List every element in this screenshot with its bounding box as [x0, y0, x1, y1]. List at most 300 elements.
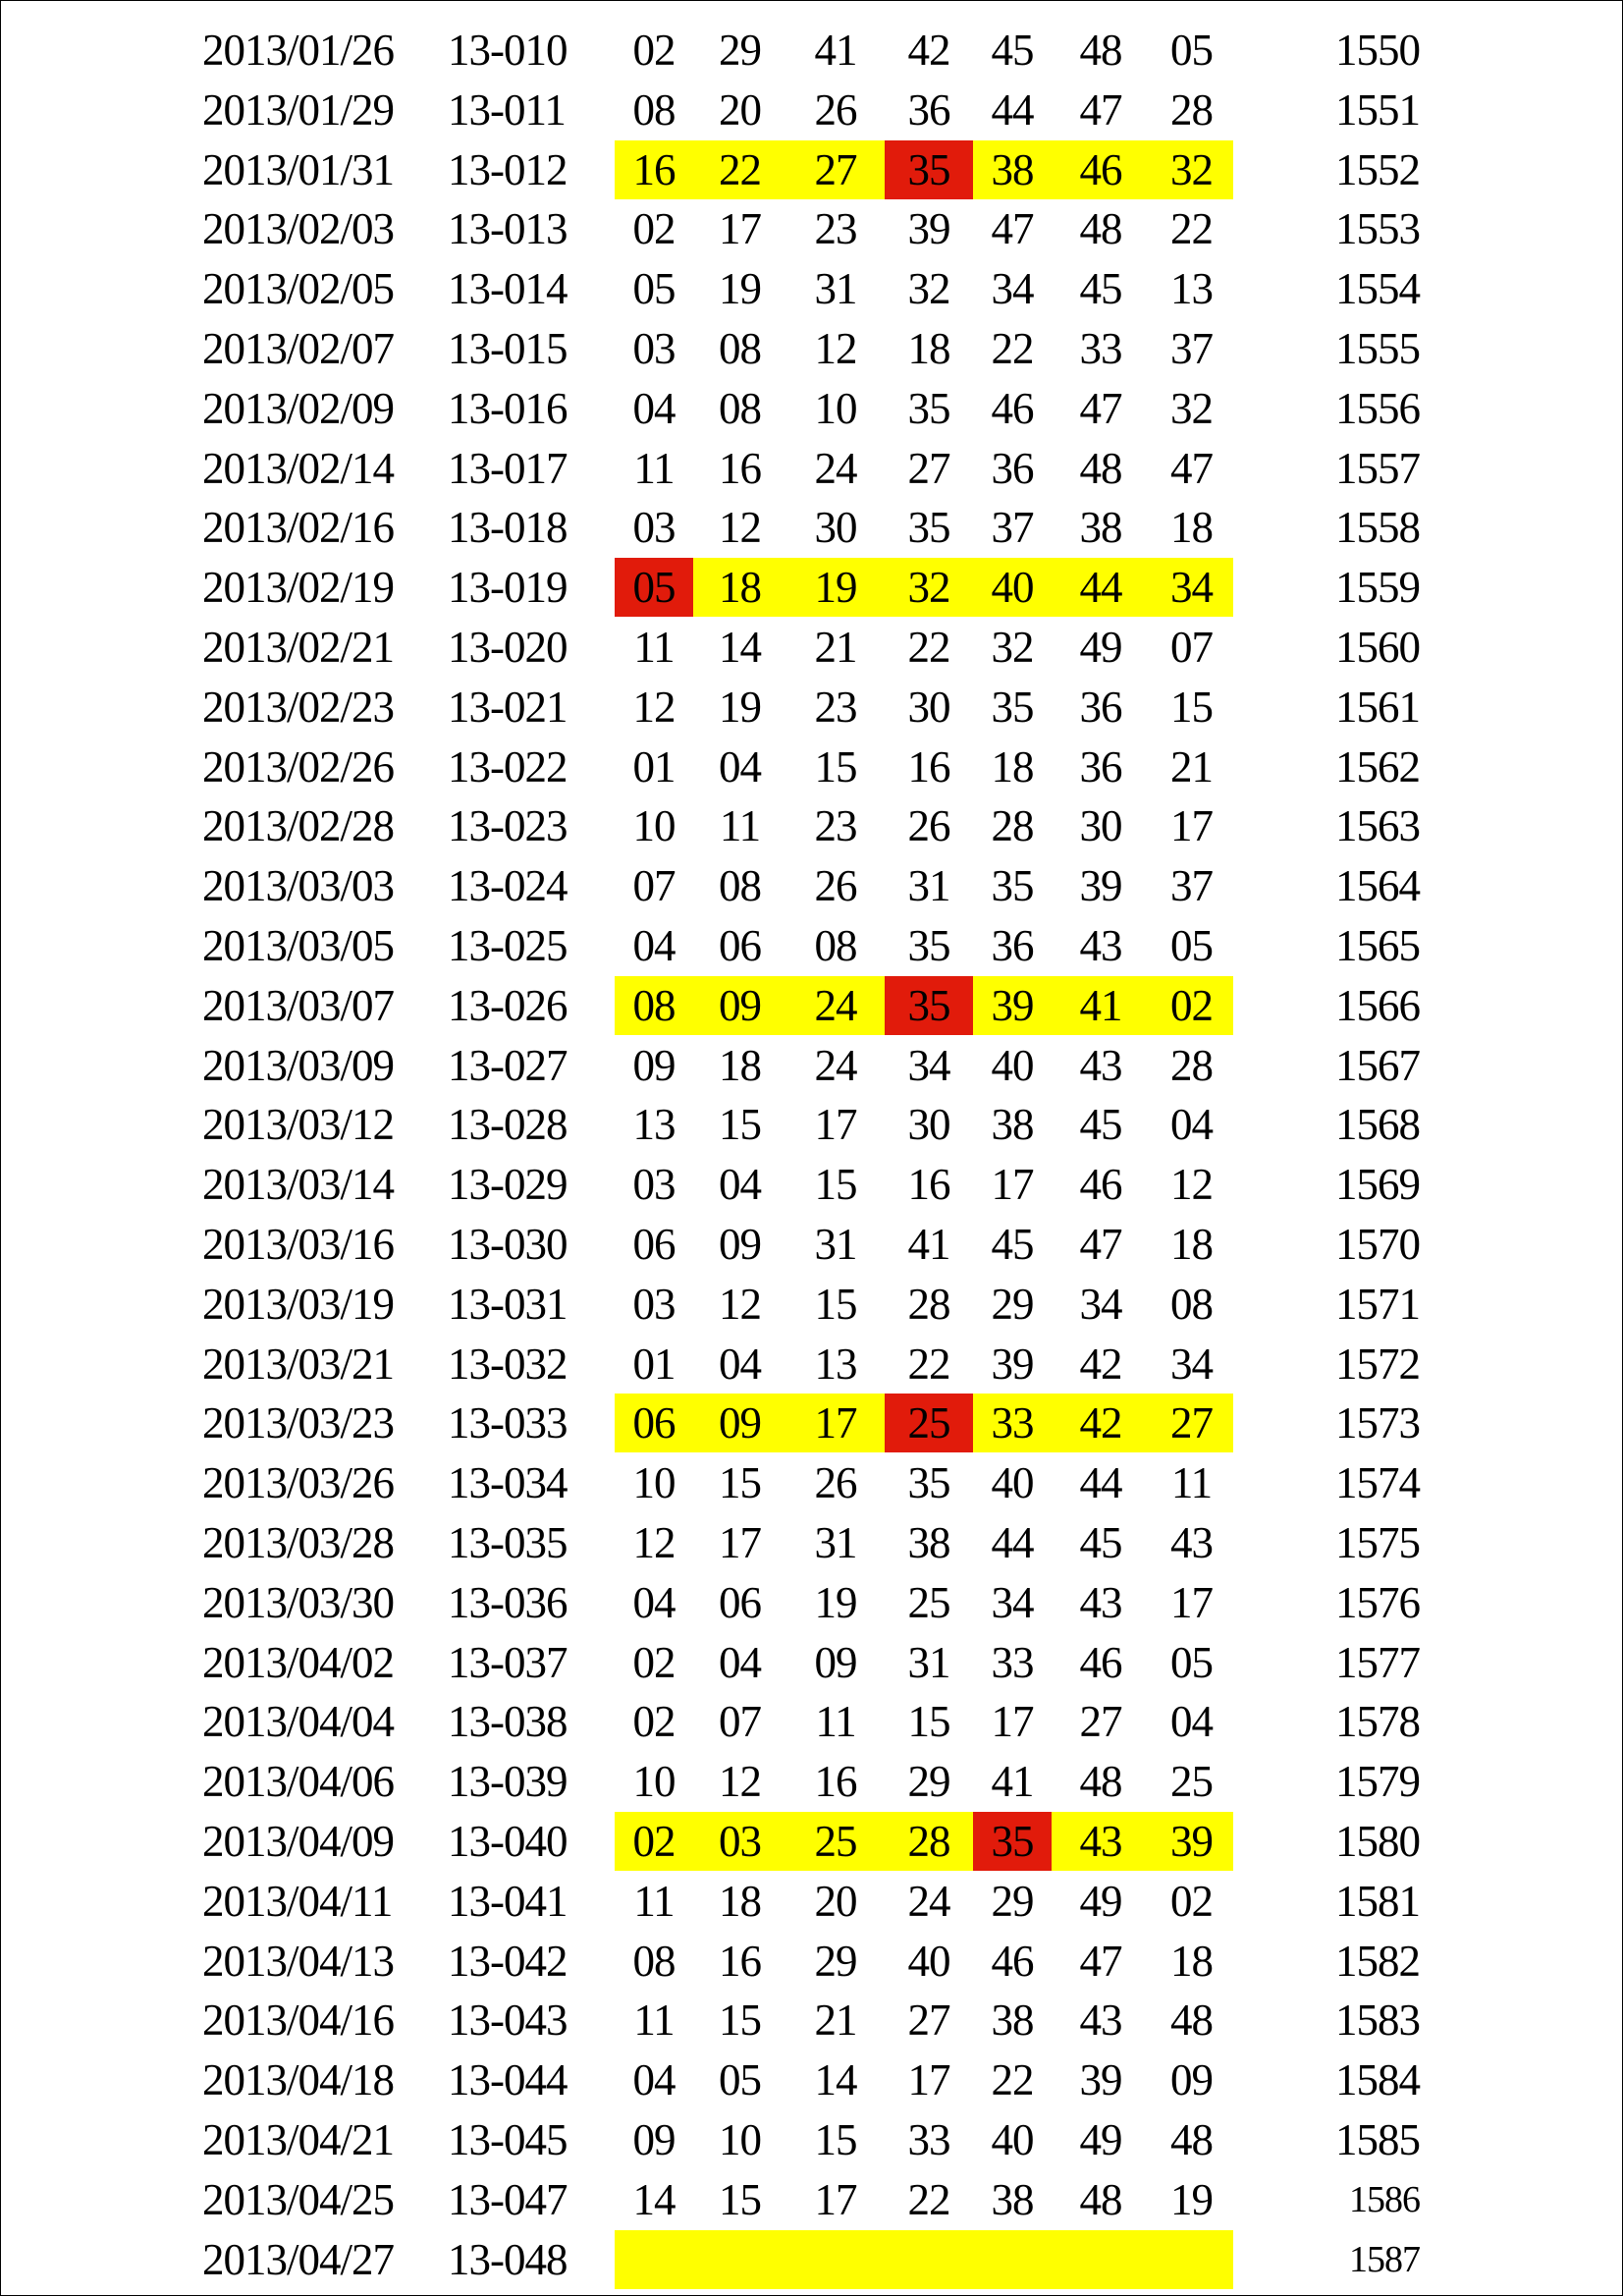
- draw-date: 2013/03/09: [202, 1040, 395, 1090]
- issue-number: 13-021: [448, 682, 568, 732]
- drawn-number: 18: [693, 558, 786, 617]
- draw-date: 2013/02/23: [202, 682, 395, 732]
- drawn-number: 26: [814, 84, 857, 135]
- sequence-number: 1571: [1335, 1279, 1420, 1329]
- drawn-number: 08: [719, 324, 761, 373]
- drawn-number: 42: [1079, 1339, 1122, 1389]
- draw-date: 2013/03/19: [202, 1279, 395, 1329]
- drawn-number: 16: [615, 140, 693, 199]
- drawn-number: 05: [719, 2055, 761, 2105]
- drawn-number: 41: [991, 1757, 1034, 1807]
- drawn-number: 21: [814, 1995, 857, 2046]
- sequence-number: 1558: [1335, 503, 1420, 553]
- special-number: 09: [1170, 2055, 1213, 2105]
- drawn-number: 06: [632, 1220, 676, 1269]
- draw-date: 2013/04/11: [202, 1876, 393, 1926]
- drawn-number: 30: [907, 682, 950, 732]
- table-row: [1, 259, 1622, 318]
- drawn-number: 35: [907, 921, 950, 970]
- drawn-number: 46: [1079, 1637, 1122, 1687]
- table-row: [1, 796, 1622, 855]
- special-number: 04: [1170, 1697, 1213, 1747]
- special-number: [1150, 2230, 1233, 2289]
- table-row: [1, 916, 1622, 975]
- special-number: 07: [1170, 623, 1213, 672]
- drawn-number: [615, 2230, 693, 2289]
- drawn-number: 16: [719, 443, 761, 493]
- drawn-number: 24: [786, 976, 885, 1035]
- drawn-number: 31: [814, 264, 857, 314]
- sequence-number: 1553: [1335, 204, 1420, 254]
- draw-date: 2013/02/28: [202, 801, 395, 851]
- table-row: [1, 1573, 1622, 1632]
- table-row: [1, 1692, 1622, 1751]
- drawn-number: 12: [719, 503, 761, 553]
- drawn-number: 04: [632, 1577, 676, 1627]
- drawn-number: 41: [1052, 976, 1150, 1035]
- drawn-number: 47: [1079, 84, 1122, 135]
- drawn-number: 28: [885, 1812, 973, 1871]
- drawn-number: 40: [991, 1458, 1034, 1508]
- sequence-number: 1582: [1335, 1936, 1420, 1986]
- special-number: 28: [1170, 1040, 1213, 1090]
- sequence-number: 1551: [1335, 84, 1420, 135]
- issue-number: 13-030: [448, 1220, 568, 1269]
- drawn-number: 03: [632, 1160, 676, 1210]
- drawn-number: 38: [991, 1100, 1034, 1150]
- drawn-number: 11: [719, 801, 761, 851]
- special-number: 48: [1170, 2115, 1213, 2164]
- special-number: 02: [1150, 976, 1233, 1035]
- drawn-number: 22: [907, 2174, 950, 2224]
- drawn-number: 34: [991, 1577, 1034, 1627]
- drawn-number: 27: [907, 1995, 950, 2046]
- drawn-number: 01: [632, 741, 676, 792]
- drawn-number: 08: [632, 84, 676, 135]
- drawn-number: 30: [907, 1100, 950, 1150]
- sequence-number: 1556: [1335, 383, 1420, 433]
- issue-number: 13-040: [448, 1817, 568, 1866]
- drawn-number: 39: [991, 1339, 1034, 1389]
- special-number: 02: [1170, 1876, 1213, 1926]
- drawn-number: 05: [632, 264, 676, 314]
- drawn-number: 03: [632, 1279, 676, 1329]
- draw-date: 2013/01/31: [202, 144, 395, 194]
- drawn-number: 37: [991, 503, 1034, 553]
- draw-date: 2013/02/03: [202, 204, 395, 254]
- drawn-number: 46: [1079, 1160, 1122, 1210]
- draw-date: 2013/02/07: [202, 324, 395, 373]
- drawn-number: 44: [991, 1518, 1034, 1567]
- sequence-number: 1567: [1335, 1040, 1420, 1090]
- special-number: 37: [1170, 861, 1213, 911]
- drawn-number: 02: [632, 204, 676, 254]
- drawn-number: 42: [907, 26, 950, 75]
- drawn-number: 08: [615, 976, 693, 1035]
- drawn-number: 02: [632, 1697, 676, 1747]
- drawn-number: 15: [814, 1279, 857, 1329]
- drawn-number: 47: [991, 204, 1034, 254]
- sequence-number: 1554: [1335, 264, 1420, 314]
- sequence-number: 1586: [1349, 2178, 1420, 2220]
- table-row: [1, 1275, 1622, 1334]
- drawn-number: 12: [814, 324, 857, 373]
- drawn-number: 40: [907, 1936, 950, 1986]
- drawn-number: 13: [632, 1100, 676, 1150]
- drawn-number: 08: [632, 1936, 676, 1986]
- drawn-number: 27: [1079, 1697, 1122, 1747]
- sequence-number: 1566: [1335, 980, 1420, 1030]
- drawn-number: 34: [907, 1040, 950, 1090]
- issue-number: 13-029: [448, 1160, 568, 1210]
- drawn-number: 04: [719, 1637, 761, 1687]
- sequence-number: 1575: [1335, 1518, 1420, 1567]
- special-number: 25: [1170, 1757, 1213, 1807]
- drawn-number: 31: [907, 1637, 950, 1687]
- drawn-number: 11: [633, 623, 675, 672]
- draw-date: 2013/02/26: [202, 741, 395, 792]
- special-number: 22: [1170, 204, 1213, 254]
- drawn-number: 16: [719, 1936, 761, 1986]
- special-number: 43: [1170, 1518, 1213, 1567]
- draw-date: 2013/03/26: [202, 1458, 395, 1508]
- special-number: 37: [1170, 324, 1213, 373]
- drawn-number: 09: [693, 1394, 786, 1452]
- drawn-number: 02: [632, 26, 676, 75]
- issue-number: 13-028: [448, 1100, 568, 1150]
- drawn-number: 38: [907, 1518, 950, 1567]
- drawn-number: 18: [991, 741, 1034, 792]
- drawn-number: 35: [973, 1812, 1052, 1871]
- drawn-number: 03: [632, 503, 676, 553]
- drawn-number: 32: [907, 264, 950, 314]
- special-number: 32: [1170, 383, 1213, 433]
- drawn-number: 10: [814, 383, 857, 433]
- drawn-number: 47: [1079, 383, 1122, 433]
- special-number: 11: [1170, 1458, 1213, 1508]
- table-row: [1, 1752, 1622, 1811]
- drawn-number: 38: [1079, 503, 1122, 553]
- issue-number: 13-018: [448, 503, 568, 553]
- drawn-number: 36: [1079, 741, 1122, 792]
- drawn-number: 06: [719, 1577, 761, 1627]
- issue-number: 13-026: [448, 980, 568, 1030]
- drawn-number: 28: [907, 1279, 950, 1329]
- drawn-number: 43: [1079, 1995, 1122, 2046]
- issue-number: 13-033: [448, 1398, 568, 1449]
- drawn-number: 09: [814, 1637, 857, 1687]
- drawn-number: 06: [719, 921, 761, 970]
- drawn-number: 12: [632, 682, 676, 732]
- draw-date: 2013/04/04: [202, 1697, 395, 1747]
- drawn-number: 46: [1052, 140, 1150, 199]
- drawn-number: 49: [1079, 1876, 1122, 1926]
- drawn-number: 17: [907, 2055, 950, 2105]
- drawn-number: [885, 2230, 973, 2289]
- table-row: [1, 81, 1622, 139]
- special-number: 18: [1170, 1220, 1213, 1269]
- drawn-number: 43: [1079, 1577, 1122, 1627]
- table-row: [1, 738, 1622, 796]
- special-number: 15: [1170, 682, 1213, 732]
- table-row: [1, 2110, 1622, 2169]
- issue-number: 13-016: [448, 383, 568, 433]
- drawn-number: 38: [973, 140, 1052, 199]
- drawn-number: 10: [632, 801, 676, 851]
- drawn-number: [973, 2230, 1052, 2289]
- draw-date: 2013/04/02: [202, 1637, 395, 1687]
- table-row: [1, 21, 1622, 80]
- drawn-number: 49: [1079, 2115, 1122, 2164]
- special-number: 47: [1170, 443, 1213, 493]
- draw-date: 2013/04/21: [202, 2115, 395, 2164]
- special-number: 48: [1170, 1995, 1213, 2046]
- drawn-number: 39: [907, 204, 950, 254]
- issue-number: 13-020: [448, 623, 568, 672]
- table-row: [1, 1155, 1622, 1214]
- drawn-number: 34: [991, 264, 1034, 314]
- drawn-number: 12: [719, 1757, 761, 1807]
- drawn-number: 41: [814, 26, 857, 75]
- drawn-number: 40: [973, 558, 1052, 617]
- drawn-number: 18: [719, 1876, 761, 1926]
- table-row: [1, 439, 1622, 498]
- drawn-number: 34: [1079, 1279, 1122, 1329]
- drawn-number: 14: [719, 623, 761, 672]
- sequence-number: 1562: [1335, 741, 1420, 792]
- sequence-number: 1580: [1335, 1817, 1420, 1866]
- draw-date: 2013/03/05: [202, 921, 395, 970]
- draw-date: 2013/01/29: [202, 84, 395, 135]
- drawn-number: 03: [693, 1812, 786, 1871]
- issue-number: 13-036: [448, 1577, 568, 1627]
- drawn-number: 04: [632, 921, 676, 970]
- issue-number: 13-044: [448, 2055, 568, 2105]
- table-row: [1, 498, 1622, 557]
- table-row: [1, 2170, 1622, 2229]
- drawn-number: 17: [991, 1697, 1034, 1747]
- drawn-number: 40: [991, 2115, 1034, 2164]
- drawn-number: 18: [907, 324, 950, 373]
- drawn-number: 36: [991, 921, 1034, 970]
- drawn-number: 48: [1079, 443, 1122, 493]
- drawn-number: 04: [719, 741, 761, 792]
- drawn-number: 45: [991, 26, 1034, 75]
- drawn-number: [693, 2230, 786, 2289]
- drawn-number: 40: [991, 1040, 1034, 1090]
- drawn-number: 26: [814, 1458, 857, 1508]
- sequence-number: 1563: [1335, 801, 1420, 851]
- drawn-number: 25: [786, 1812, 885, 1871]
- table-row: [1, 558, 1622, 617]
- sequence-number: 1559: [1335, 563, 1420, 613]
- issue-number: 13-034: [448, 1458, 568, 1508]
- drawn-number: 36: [1079, 682, 1122, 732]
- drawn-number: 38: [991, 2174, 1034, 2224]
- drawn-number: 18: [719, 1040, 761, 1090]
- drawn-number: 32: [991, 623, 1034, 672]
- draw-date: 2013/03/12: [202, 1100, 395, 1150]
- drawn-number: 27: [786, 140, 885, 199]
- drawn-number: 44: [1052, 558, 1150, 617]
- issue-number: 13-014: [448, 264, 568, 314]
- issue-number: 13-048: [448, 2234, 568, 2284]
- drawn-number: 21: [814, 623, 857, 672]
- drawn-number: 48: [1079, 1757, 1122, 1807]
- issue-number: 13-025: [448, 921, 568, 970]
- issue-number: 13-042: [448, 1936, 568, 1986]
- drawn-number: 09: [693, 976, 786, 1035]
- draw-date: 2013/03/03: [202, 861, 395, 911]
- drawn-number: 14: [632, 2174, 676, 2224]
- drawn-number: 15: [814, 741, 857, 792]
- drawn-number: 04: [632, 383, 676, 433]
- table-row: [1, 1932, 1622, 1991]
- drawn-number: 22: [693, 140, 786, 199]
- drawn-number: 35: [907, 383, 950, 433]
- special-number: 17: [1170, 801, 1213, 851]
- special-number: 05: [1170, 26, 1213, 75]
- sequence-number: 1581: [1335, 1876, 1420, 1926]
- drawn-number: 25: [907, 1577, 950, 1627]
- drawn-number: 46: [991, 1936, 1034, 1986]
- drawn-number: 28: [991, 801, 1034, 851]
- drawn-number: 13: [814, 1339, 857, 1389]
- draw-date: 2013/03/21: [202, 1339, 395, 1389]
- drawn-number: 23: [814, 204, 857, 254]
- drawn-number: 29: [991, 1876, 1034, 1926]
- table-row: [1, 2050, 1622, 2109]
- drawn-number: 29: [814, 1936, 857, 1986]
- draw-date: 2013/04/13: [202, 1936, 395, 1986]
- table-row: [1, 1991, 1622, 2050]
- drawn-number: 17: [814, 1100, 857, 1150]
- issue-number: 13-043: [448, 1995, 568, 2046]
- issue-number: 13-035: [448, 1518, 568, 1567]
- special-number: 13: [1170, 264, 1213, 314]
- drawn-number: 31: [814, 1518, 857, 1567]
- drawn-number: 04: [719, 1339, 761, 1389]
- drawn-number: 45: [1079, 1518, 1122, 1567]
- special-number: 27: [1150, 1394, 1233, 1452]
- draw-date: 2013/02/14: [202, 443, 395, 493]
- table-row: [1, 1812, 1622, 1871]
- drawn-number: 15: [719, 1458, 761, 1508]
- drawn-number: 38: [991, 1995, 1034, 2046]
- issue-number: 13-039: [448, 1757, 568, 1807]
- drawn-number: 10: [632, 1757, 676, 1807]
- table-row: [1, 319, 1622, 378]
- drawn-number: 15: [719, 1995, 761, 2046]
- draw-date: 2013/04/18: [202, 2055, 395, 2105]
- special-number: 18: [1170, 1936, 1213, 1986]
- sequence-number: 1572: [1335, 1339, 1420, 1389]
- special-number: 17: [1170, 1577, 1213, 1627]
- drawn-number: 48: [1079, 2174, 1122, 2224]
- drawn-number: 12: [719, 1279, 761, 1329]
- sequence-number: 1587: [1349, 2238, 1420, 2280]
- drawn-number: 10: [719, 2115, 761, 2164]
- drawn-number: 23: [814, 801, 857, 851]
- sequence-number: 1565: [1335, 921, 1420, 970]
- issue-number: 13-012: [448, 144, 568, 194]
- drawn-number: 33: [1079, 324, 1122, 373]
- drawn-number: 04: [719, 1160, 761, 1210]
- sequence-number: 1560: [1335, 623, 1420, 672]
- drawn-number: 19: [719, 682, 761, 732]
- special-number: 28: [1170, 84, 1213, 135]
- draw-date: 2013/02/21: [202, 623, 395, 672]
- draw-date: 2013/02/16: [202, 503, 395, 553]
- drawn-number: 22: [907, 1339, 950, 1389]
- drawn-number: 45: [991, 1220, 1034, 1269]
- sequence-number: 1552: [1335, 144, 1420, 194]
- drawn-number: 48: [1079, 204, 1122, 254]
- table-row: [1, 618, 1622, 677]
- sequence-number: 1579: [1335, 1757, 1420, 1807]
- drawn-number: 29: [907, 1757, 950, 1807]
- sequence-number: 1578: [1335, 1697, 1420, 1747]
- sequence-number: 1564: [1335, 861, 1420, 911]
- special-number: 34: [1150, 558, 1233, 617]
- drawn-number: 26: [907, 801, 950, 851]
- drawn-number: 33: [973, 1394, 1052, 1452]
- special-number: 08: [1170, 1279, 1213, 1329]
- drawn-number: 43: [1052, 1812, 1150, 1871]
- drawn-number: 09: [719, 1220, 761, 1269]
- issue-number: 13-037: [448, 1637, 568, 1687]
- table-row: [1, 1872, 1622, 1931]
- issue-number: 13-015: [448, 324, 568, 373]
- special-number: 21: [1170, 741, 1213, 792]
- drawn-number: 35: [907, 1458, 950, 1508]
- drawn-number: 23: [814, 682, 857, 732]
- issue-number: 13-013: [448, 204, 568, 254]
- issue-number: 13-032: [448, 1339, 568, 1389]
- table-row: [1, 1095, 1622, 1154]
- drawn-number: 08: [814, 921, 857, 970]
- draw-date: 2013/03/14: [202, 1160, 395, 1210]
- drawn-number: 17: [814, 2174, 857, 2224]
- drawn-number: 15: [719, 2174, 761, 2224]
- drawn-number: 22: [907, 623, 950, 672]
- issue-number: 13-010: [448, 26, 568, 75]
- draw-date: 2013/03/07: [202, 980, 395, 1030]
- draw-date: 2013/02/19: [202, 563, 395, 613]
- drawn-number: 19: [719, 264, 761, 314]
- drawn-number: 15: [814, 1160, 857, 1210]
- drawn-number: 44: [1079, 1458, 1122, 1508]
- table-row: [1, 2230, 1622, 2289]
- sequence-number: 1561: [1335, 682, 1420, 732]
- drawn-number: 33: [907, 2115, 950, 2164]
- issue-number: 13-017: [448, 443, 568, 493]
- draw-date: 2013/03/16: [202, 1220, 395, 1269]
- drawn-number: 04: [632, 2055, 676, 2105]
- drawn-number: 15: [814, 2115, 857, 2164]
- drawn-number: 19: [814, 1577, 857, 1627]
- drawn-number: 11: [633, 1995, 675, 2046]
- drawn-number: 44: [991, 84, 1034, 135]
- issue-number: 13-022: [448, 741, 568, 792]
- special-number: 05: [1170, 921, 1213, 970]
- drawn-number: 43: [1079, 921, 1122, 970]
- issue-number: 13-047: [448, 2174, 568, 2224]
- issue-number: 13-019: [448, 563, 568, 613]
- drawn-number: 07: [719, 1697, 761, 1747]
- draw-date: 2013/04/16: [202, 1995, 395, 2046]
- drawn-number: 15: [719, 1100, 761, 1150]
